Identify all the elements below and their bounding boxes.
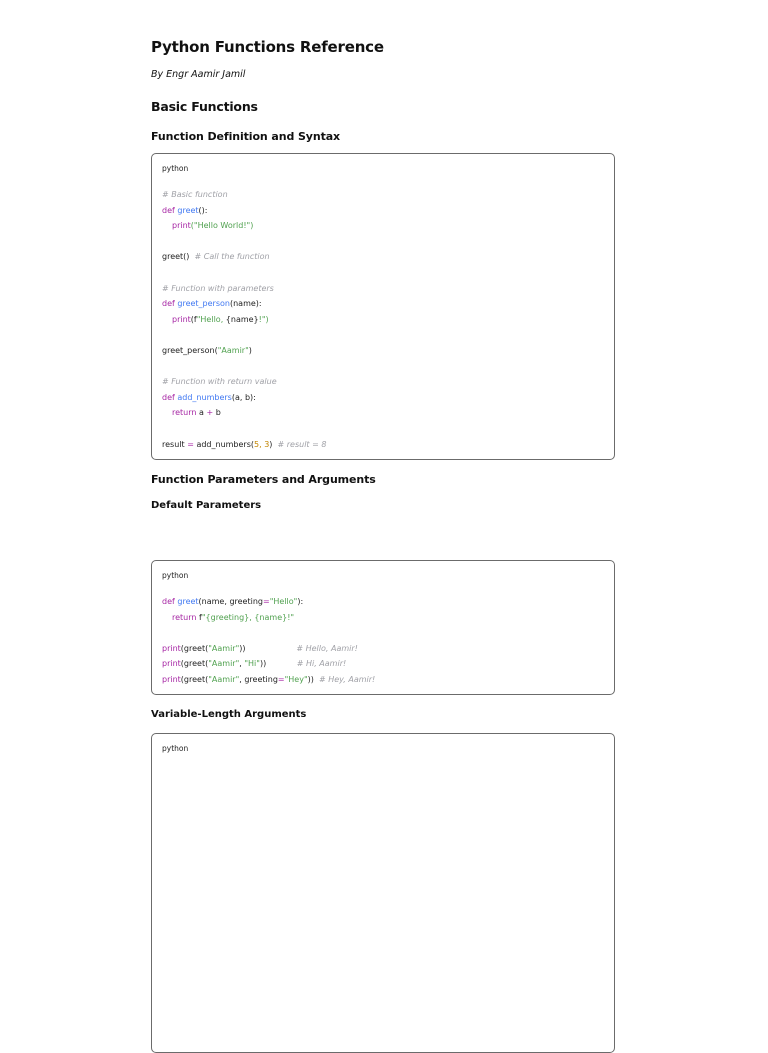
code-token: # Call the function — [194, 252, 270, 262]
code-line — [162, 405, 326, 421]
code-line — [162, 343, 326, 359]
code-token: = — [262, 597, 270, 606]
code-line — [162, 594, 375, 610]
code-token: "Aamir" — [217, 345, 249, 355]
code-token: # result = 8 — [277, 439, 327, 449]
code-token: print — [162, 659, 181, 669]
code-content[interactable] — [162, 187, 326, 452]
code-token: b — [215, 408, 221, 418]
code-token: "Hello" — [269, 597, 298, 606]
code-token: print — [162, 674, 181, 684]
code-line — [162, 672, 375, 688]
code-token: # Hello, Aamir! — [296, 643, 358, 653]
code-line — [162, 610, 375, 626]
code-token: (): — [198, 205, 208, 215]
code-token: "{greeting}, {name}!" — [201, 612, 295, 622]
code-token: + — [206, 408, 214, 418]
code-line — [162, 296, 326, 312]
code-token: ) — [269, 439, 273, 449]
code-line — [162, 437, 326, 453]
code-token: def — [162, 597, 175, 606]
code-line — [162, 234, 326, 250]
code-content[interactable] — [162, 594, 375, 688]
code-token: greet() — [162, 252, 190, 262]
code-token: = — [187, 439, 194, 449]
code-line — [162, 327, 326, 343]
code-token: (name, greeting — [198, 597, 263, 606]
code-token: # Hi, Aamir! — [296, 659, 347, 669]
code-token: add_numbers( — [196, 439, 255, 449]
code-token: greet — [177, 205, 199, 215]
code-token: greet — [177, 597, 199, 606]
code-token: # Basic function — [162, 190, 228, 199]
code-token: (f — [190, 314, 197, 324]
code-token: def — [162, 205, 175, 215]
code-token: result — [162, 439, 185, 449]
heading-variable-length-arguments: Variable-Length Arguments — [151, 709, 307, 720]
heading-default-parameters: Default Parameters — [151, 500, 262, 511]
code-line — [162, 187, 326, 203]
page-title: Python Functions Reference — [151, 38, 384, 56]
code-token: )) — [307, 674, 314, 684]
code-token: # Function with return value — [162, 377, 277, 387]
code-token: greet_person — [177, 299, 230, 309]
code-line — [162, 374, 326, 390]
code-token: print — [172, 314, 191, 324]
code-line — [162, 203, 326, 219]
code-token: ): — [297, 597, 304, 606]
code-token: !") — [258, 314, 269, 324]
code-token: "Hey" — [284, 674, 308, 684]
code-token: (greet( — [180, 643, 209, 653]
code-token: print — [162, 643, 181, 653]
code-token: )) — [259, 659, 267, 669]
code-token: greet_person( — [162, 345, 218, 355]
code-token: return — [172, 612, 197, 622]
code-token: , greeting — [239, 674, 278, 684]
code-token: {name} — [225, 314, 259, 324]
code-token: def — [162, 392, 175, 402]
code-token: add_numbers — [177, 392, 232, 402]
author-byline: By Engr Aamir Jamil — [151, 69, 246, 80]
code-token: "Aamir" — [208, 659, 240, 669]
code-language-label: python — [162, 744, 189, 753]
code-token: (a, b): — [231, 392, 256, 402]
code-line — [162, 641, 375, 657]
code-line — [162, 218, 326, 234]
code-token: def — [162, 299, 175, 309]
code-language-label: python — [162, 571, 189, 580]
code-language-label: python — [162, 164, 189, 173]
code-token: (name): — [229, 299, 262, 309]
code-token: "Hello, — [196, 314, 226, 324]
code-token: f — [199, 612, 202, 622]
code-line — [162, 249, 326, 265]
code-block-variable-length[interactable] — [151, 733, 615, 1053]
section-heading-basic-functions: Basic Functions — [151, 99, 258, 114]
code-token: # Hey, Aamir! — [318, 674, 376, 684]
code-token: (greet( — [180, 674, 209, 684]
subheading-parameters-arguments: Function Parameters and Arguments — [151, 473, 376, 486]
code-token: "Aamir" — [208, 643, 240, 653]
code-token: (greet( — [180, 659, 209, 669]
code-line — [162, 281, 326, 297]
code-block-default-parameters[interactable] — [151, 560, 615, 695]
code-line — [162, 390, 326, 406]
code-token: , — [259, 439, 265, 449]
code-token: "Hi" — [244, 659, 260, 669]
code-line — [162, 656, 375, 672]
code-token: # Function with parameters — [162, 283, 274, 293]
code-token: return — [172, 408, 197, 418]
code-token: ("Hello World!") — [190, 221, 254, 231]
code-token: ) — [248, 345, 252, 355]
code-line — [162, 265, 326, 281]
subheading-function-definition: Function Definition and Syntax — [151, 130, 341, 143]
code-line — [162, 359, 326, 375]
code-token: = — [277, 674, 285, 684]
code-token: )) — [239, 643, 246, 653]
code-line — [162, 421, 326, 437]
code-token: "Aamir" — [208, 674, 240, 684]
code-line — [162, 625, 375, 641]
code-token: 5 — [254, 439, 260, 449]
code-token: 3 — [264, 439, 270, 449]
code-block-function-definition[interactable] — [151, 153, 615, 460]
code-token: , — [239, 659, 245, 669]
code-token: print — [172, 221, 191, 231]
code-token: a — [199, 408, 204, 418]
code-line — [162, 312, 326, 328]
